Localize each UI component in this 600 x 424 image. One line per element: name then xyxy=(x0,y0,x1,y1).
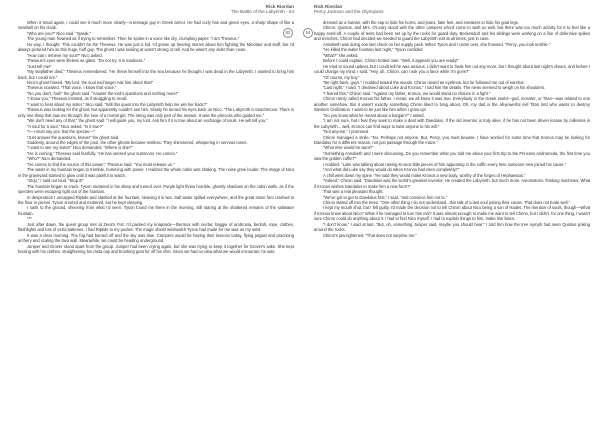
paragraph: Chiron rarely called Kronos his father. I mean, we all knew it was true. Everybody in the Greek world—god, monster, or Titan—was related to one another somehow. But it wasn't exactly something Chiron liked to brag about. Oh, my dad is the all-powerful evil Titan lord who wants to destroy Western Civilization. I want to be just like him when I grow up! xyxy=(314,96,590,113)
paragraph: Chiron, Quintus, and Mrs. O'Leary stood with the other campers who'd come to wish us well, but there was too much activity for it to feel like a happy send-off. A couple of tents had been set up by the rocks for guard duty. Beckendorf and his siblings were working on a line of defensive spikes and trenches. Chiron had decided we needed to guard the Labyrinth exit at all times, just in case. xyxy=(314,25,590,42)
right-page-number: 64 xyxy=(303,28,313,38)
right-page-header xyxy=(314,4,383,14)
paragraph: “Stop,” I said out loud. “Stop it!” xyxy=(27,178,84,184)
paragraph: “I—I must say yes. But the specter—” xyxy=(27,129,96,135)
left-page-header xyxy=(231,4,294,14)
paragraph: “Of course, my boy.” xyxy=(323,74,360,80)
paragraph: “I know you,” Theseus insisted, as if struggling to recall. xyxy=(27,96,128,102)
paragraph: “I am not sure, but I fear they seek to make a deal with Daedalus. If the old inventor is truly alive, if he has not been driven insane by millennia in the Labyrinth... well, Kronos can find ways to twist anyone to his will.” xyxy=(314,118,590,129)
paragraph: “Just answer the questions, knave!” the ghost said. xyxy=(27,134,120,140)
paragraph: I sank to the ground, shivering from what I'd seen. Tyson found me there in the morning, still staring at the shattered remains of the saltwater fountain. xyxy=(18,205,294,216)
paragraph: The water in my fountain began to tremble, humming with power. I realized the whole cabin was shaking. The noise grew louder. The image of Nico in the graveyard started to glow until it was painful to watch. xyxy=(18,167,294,178)
right-header-author: Rick Riordan xyxy=(314,4,343,9)
paragraph: I nodded. “Luke was talking about raising Kronos little pieces of him appearing in the coffin every time someone new joined his cause.” xyxy=(323,161,567,167)
paragraph: It was a clear morning. The fog had burned off and the sky was blue. Campers would be having their lessons today, flying pegasi and practicing archery and scaling the lava wall. Meanwhile, we could be heading underground. xyxy=(18,232,294,244)
paragraph: “What?” she asked. xyxy=(323,52,359,58)
paragraph: In desperation I uncapped Riptide and slashed at the fountain, cleaving it in two. Salt water spilled everywhere, and the great stone font crashed to the floor in pieces. Tyson snorted and muttered, but he kept sleeping. xyxy=(18,194,294,205)
paragraph: “Indeed,” Chiron said. “Daedalus was the world's greatest inventor. He created the Labyrinth, but much more. Automatons, thinking machines. What if Kronos wishes Daedalus to make him a new form?” xyxy=(314,178,591,189)
paragraph: “He is coming,” Theseus said fearfully. “He has sensed your summons. He comes.” xyxy=(27,150,178,156)
paragraph: I kept my mouth shut, but I felt guilty. I'd made the decision not to tell Chiron about Nico being a son of Hades. The mention of souls, though—What if Kronos knew about Nico? What if he managed to turn him evil? It was almost enough to make me want to tell Chiron, but I didn't. for one thing, I wasn't sure Chiron could do anything about it. I had to find Nico myself. I had to explain things to him, make him listen. xyxy=(314,205,590,222)
paragraph: “We don't need any of that,” the ghost said. “I will guide you, my lord. Ask him if it is true about an exchange of souls. He will tell you.” xyxy=(27,118,268,124)
paragraph: “No you don't, fool!” the ghost said. “Answer the lord's questions and nothing more!” xyxy=(27,90,179,96)
paragraph: “Just tell me!” xyxy=(27,63,52,69)
paragraph: No way, I thought. This couldn't be the Theseus. He was just a kid. I'd grown up hearing stories about him fighting the Minotaur and stuff, but I'd always pictured him as this huge, buff guy. The ghost I was looking at wasn't strong or tall. And he wasn't any older than I was. xyxy=(18,41,294,53)
paragraph: dressed as a human, with the cap to hide his horns, and jeans, fake feet, and sneakers to hide his goat legs. xyxy=(323,20,519,25)
paragraph: When it stood again, I could see it much more clearly—a teenage guy in Greek armor. He had curly hair and green eyes, a sharp shape of like a seashell on his cloak. xyxy=(18,20,294,31)
right-header-series-title: Percy Jackson and the Olympians xyxy=(314,9,384,15)
paragraph: Nico's ghost hissed. “My lord, the soul exchange! Ask him about that!” xyxy=(27,79,154,85)
paragraph: “Not anyone,” I promised. xyxy=(323,129,370,135)
paragraph: “Do you know what he meant about a bargain?” I asked. xyxy=(323,112,425,118)
paragraph: Just after dawn, the quest group met at Zeus's Fist. I'd packed my knapsack—thermos with nectar, baggie of ambrosia, bedroll, rope, clothes, flashlights and lots of extra batteries. I had Riptide in my pocket. The magic shield wristwatch Tyson had made for me was on my wrist. xyxy=(18,221,294,233)
paragraph: “He comes to find the source of this power,” Theseus said. “You must release us.” xyxy=(27,161,175,167)
paragraph: “A soul for a soul,” Nico asked. “Is it true?” xyxy=(27,123,104,129)
paragraph: Chiron's jaw tightened. “That does not surprise me.” xyxy=(323,232,417,238)
paragraph: “Who?” Nico demanded. xyxy=(27,156,72,162)
paragraph: “Who are you?” Nico said. “Speak.” xyxy=(27,30,91,36)
paragraph: That was a real pleasant thought. xyxy=(323,189,384,195)
left-page-text xyxy=(18,20,294,254)
paragraph: Suddenly, around the edges of the pool, the other ghosts became restless. They shimmered, whispering in nervous tones. xyxy=(27,139,248,145)
paragraph: *** xyxy=(27,216,32,222)
paragraph: The fountain began to crack. Tyson muttered in his sleep and turned over. Purple light threw horrible, ghostly shadows on the cabin walls, as if the specters were escaping right out of the fountain. xyxy=(18,183,294,195)
paragraph: “And what did Luke say they would do when Kronos had risen completely?” xyxy=(323,167,460,173)
left-page-number: 63 xyxy=(283,28,293,38)
paragraph: “He killed the water fountain last night,” Tyson confided. xyxy=(323,47,424,53)
left-header-author: Rick Riordan xyxy=(265,4,294,9)
paragraph: “Be right back, guys.” I nodded toward the woods. Chiron raised an eyebrow, but he followed me out of earshot. xyxy=(323,79,525,85)
paragraph: “Something Annabeth and I were discussing. Do you remember what you told me about your first trip to the Princess Andromeda, the first time you saw the golden coffin?” xyxy=(314,150,590,162)
paragraph: He tried to sound upbeat, but I could tell he was anxious. I didn't want to freak him out any more, but I thought about last night's dream, and before I could change my mind, I said, “Hey, uh, Chiron, can I ask you a favor while I'm gone?” xyxy=(314,63,590,75)
right-page xyxy=(300,0,600,424)
right-page-text xyxy=(314,20,590,238)
paragraph: Chiron managed a smile. “No. Perhaps not anyone. But, Percy, you must beware. I have worried for some time that Kronos may be looking for Daedalus for a different reason, not just passage through the maze.” xyxy=(314,134,590,145)
paragraph: Theseus's eyes were lifeless as glass. “Do not try. It is madness.” xyxy=(27,58,146,64)
left-header-book-title: The Battle of the Labyrinth - 64 xyxy=(230,9,294,15)
paragraph: “We've got to get to Daedalus first,” I said, “and convince him not to.” xyxy=(323,194,448,200)
paragraph: “My stepfather died,” Theseus remembered. “He threw himself into the sea because he thought I was dead in the Labyrinth. I wanted to bring him back, but I could not.” xyxy=(18,69,294,80)
paragraph: “I feared this,” Chiron said. “Against my father, Kronos, we would stand no chance in a fight.” xyxy=(323,90,491,96)
paragraph: Chiron stared off into the trees. “One other thing I do not understand...this talk of a last soul joining their cause. That does not bode well.” xyxy=(323,199,570,205)
paragraph: “I want to hear about my sister,” Nico said. “Will this quest into the Labyrinth help me win her back?” xyxy=(27,101,208,107)
paragraph: “I want to see my sister!” Nico demanded. “Where is she?” xyxy=(27,145,133,151)
paragraph: Theseus was looking for the ghost, but apparently couldn't see him. Slowly he turned his eyes back on Nico. “The Labyrinth is treacherous. There is only one thing that saw me through: the love of a mortal girl. The string was only part of the answer. It was the princess who guided me.” xyxy=(18,107,294,118)
paragraph: “How can I retrieve my soul?” Nico asked. xyxy=(27,52,103,58)
paragraph: “What else would he want?” xyxy=(323,145,374,151)
paragraph: A chill went down my spine. “He said they would make Kronos a new body, worthy of the forges of Hephaestus.” xyxy=(323,172,526,178)
paragraph: Juniper and Grover stood apart from the group. Juniper had been crying again, but she was trying to keep it together for Grover's sake. She kept fussing with his clothes, straightening his rasta cap and brushing goat fur off his shirt. Since we had no idea what we would encounter, he was xyxy=(18,243,294,255)
paragraph: Before I could explain, Chiron trotted over. “Well, it appears you are ready!” xyxy=(323,58,459,64)
paragraph: “I don't know,” I said at last. “But, uh, something Juniper said, maybe you should hear.” I told him how the tree nymph had seen Quintus poking around the rocks. xyxy=(314,221,590,233)
paragraph: “Last night,” I said, “I dreamed about Luke and Kronos.” I told him the details. The news seemed to weigh on his shoulders. xyxy=(323,85,546,91)
paragraph: The young man frowned as if trying to remember. Then he spoke in a voice like dry, crumpling paper: “I am Theseus.” xyxy=(27,36,240,42)
paragraph: Annabeth was doing one last check on her supply pack. When Tyson and I came over, she frowned. “Percy, you look terrible.” xyxy=(323,41,551,47)
paragraph: Theseus scowled. “That voice. I know that voice.” xyxy=(27,85,117,91)
